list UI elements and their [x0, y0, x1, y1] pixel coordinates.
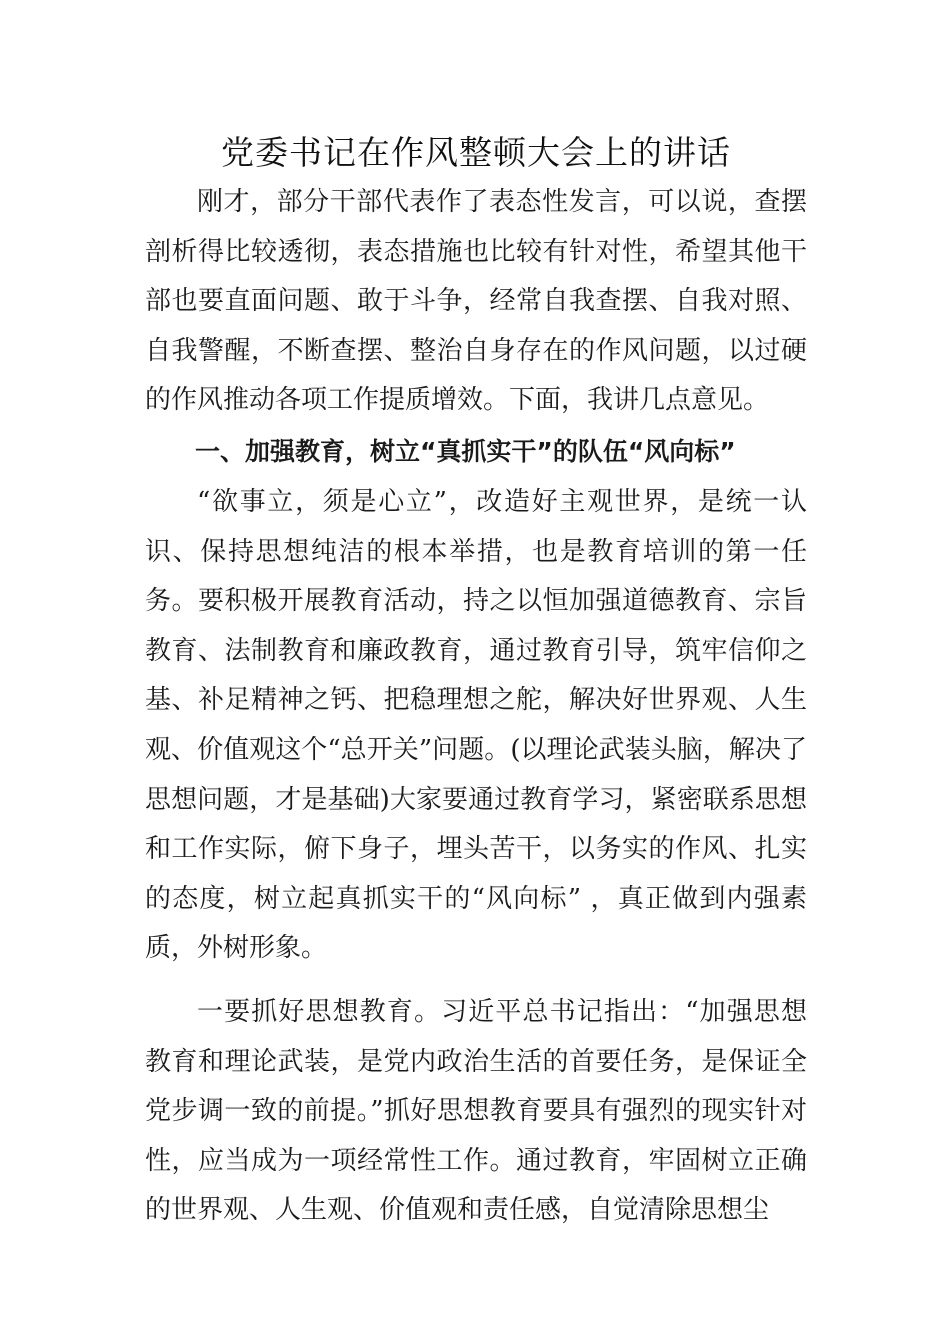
section-heading: 一、加强教育，树立“真抓实干”的队伍“风向标” — [195, 436, 736, 466]
section-paragraph-1: “欲事立，须是心立”，改造好主观世界，是统一认识、保持思想纯洁的根本举措，也是教育培训的第一任务。要积极开展教育活动，持之以恒加强道德教育、宗旨教育、法制教育和廉政教育，通过教育引导，筑牢信仰之基、补足精神之钙、把稳理想之舵，解决好世界观、人生观、价值观这个“总开关”问题。(以理论武装头脑，解决了思想问题，才是基础)大家要通过教育学习，紧密联系思想和工作实际，俯下身子，埋头苦干，以务实的作风、扎实的态度，树立起真抓实干的“风向标” ，真正做到内强素质，外树形象。 — [145, 486, 807, 964]
section-paragraph-2: 一要抓好思想教育。习近平总书记指出：“加强思想教育和理论武装，是党内政治生活的首要任务，是保证全党步调一致的前提。”抓好思想教育要具有强烈的现实针对性，应当成为一项经常性工作。通过教育，牢固树立正确的世界观、人生观、价值观和责任感，自觉清除思想尘 — [145, 996, 807, 1226]
paragraph-spacer — [145, 974, 807, 988]
document-title: 党委书记在作风整顿大会上的讲话 — [221, 133, 731, 172]
document-page — [145, 128, 807, 1236]
intro-paragraph: 刚才，部分干部代表作了表态性发言，可以说，查摆剖析得比较透彻，表态措施也比较有针对性，希望其他干部也要直面问题、敢于斗争，经常自我查摆、自我对照、自我警醒，不断查摆、整治自身存在的作风问题，以过硬的作风推动各项工作提质增效。下面，我讲几点意见。 — [145, 187, 807, 416]
